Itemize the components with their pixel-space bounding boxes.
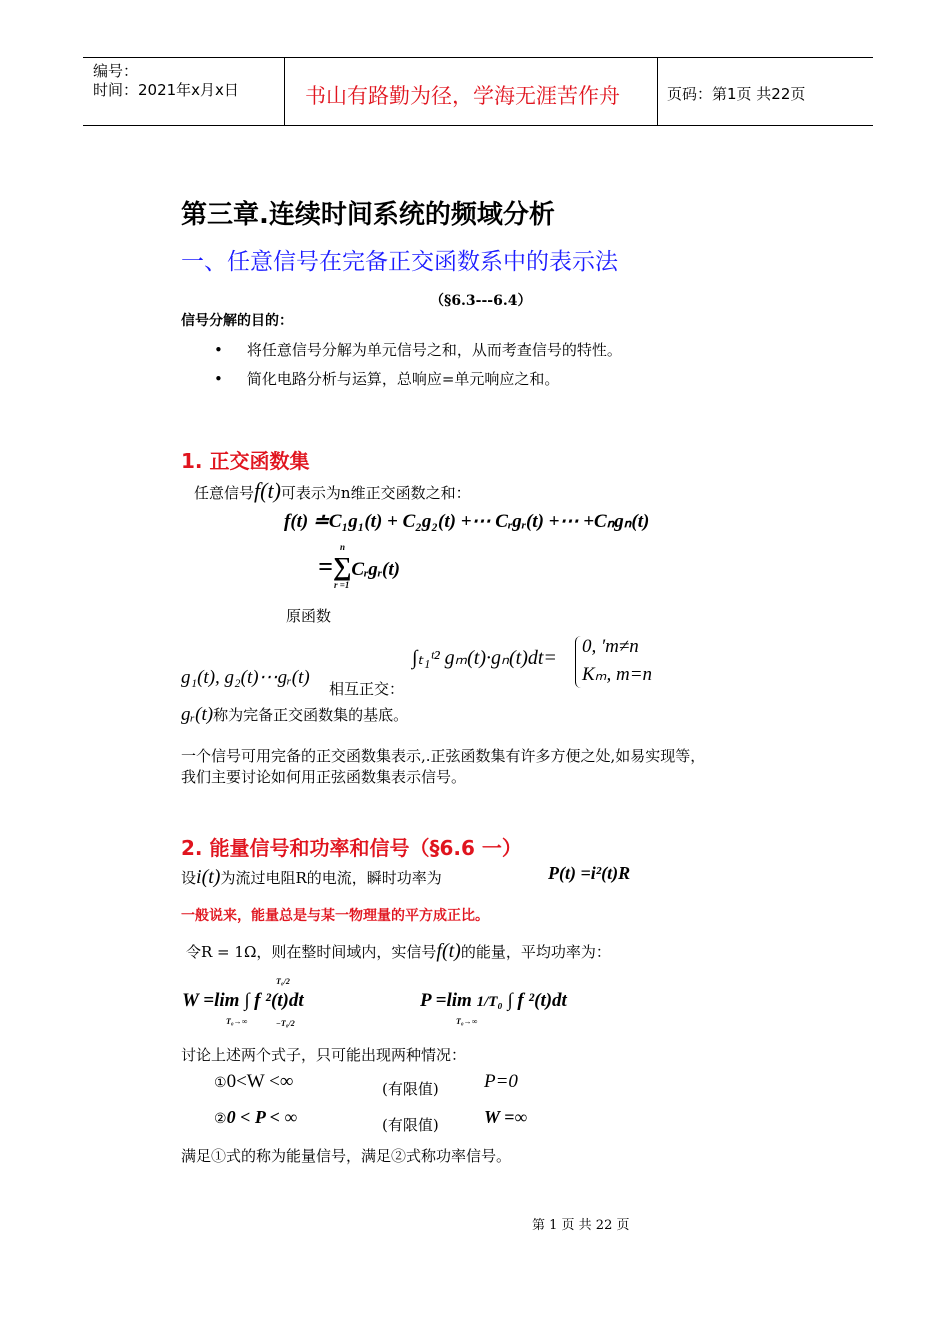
basis-line <box>181 704 408 726</box>
text: 任意信号 <box>194 484 255 502</box>
limit-subscript: T₀→∞ <box>226 1017 248 1026</box>
power-equation: P(t) =i²(t)R <box>548 863 631 883</box>
text: 令R = 1Ω，则在整时间域内，实信号 <box>186 943 437 961</box>
section-ref: （§6.3---6.4） <box>430 293 532 309</box>
sum-lower: r =1 <box>334 580 350 590</box>
math: gᵣ(t) <box>181 704 214 725</box>
case-number: ② <box>214 1111 227 1127</box>
text: 为流过电阻R的电流，瞬时功率为 <box>220 869 442 887</box>
number-label: 编号： <box>93 62 139 80</box>
paragraph-line: 一个信号可用完备的正交函数集表示,.正弦函数集有许多方便之处,如易实现等， <box>181 747 706 765</box>
bullet-item <box>214 368 559 389</box>
case-number: ① <box>214 1075 227 1091</box>
energy-line <box>186 940 611 963</box>
date-label: 时间：2021年x月x日 <box>93 81 239 99</box>
subsection-title: 2. 能量信号和功率和信号（§6.6 一） <box>181 836 522 860</box>
chapter-title: 第三章.连续时间系统的频域分析 <box>181 200 555 230</box>
orthogonality-integral: ∫ₜ₁ᵗ² gₘ(t)·gₙ(t)dt= <box>412 647 557 669</box>
purpose-label: 信号分解的目的： <box>181 313 293 329</box>
power-average-equation <box>420 990 567 1012</box>
case-row <box>214 1071 293 1093</box>
text: 的能量，平均功率为： <box>460 943 611 961</box>
math: W =lim <box>182 990 240 1011</box>
case-note: (有限值) <box>382 1080 439 1098</box>
discussion: 讨论上述两个式子，只可能出现两种情况： <box>181 1046 467 1064</box>
section-title: 一、任意信号在完备正交函数系中的表示法 <box>181 249 618 275</box>
fraction: 1/T₀ <box>476 994 503 1010</box>
math: f(t) <box>436 940 461 962</box>
bullet-item <box>214 339 622 360</box>
case-unequal: 0, ′m≠n <box>582 636 639 657</box>
limit-subscript: T₀→∞ <box>456 1017 478 1026</box>
math: f(t) <box>254 478 281 503</box>
math: P =lim <box>420 990 472 1011</box>
condition: 0 < P < ∞ <box>226 1107 298 1127</box>
current-line <box>181 866 442 889</box>
bullet-icon: • <box>214 341 223 359</box>
case-row <box>214 1107 297 1128</box>
bullet-icon: • <box>214 370 223 388</box>
divider <box>284 58 285 125</box>
text: 称为完备正交函数集的基底。 <box>213 706 409 724</box>
math: Cᵣgᵣ(t) <box>351 559 400 580</box>
page-info: 页码：第1页 共22页 <box>667 85 806 103</box>
mutual-label: 相互正交： <box>329 680 405 698</box>
red-note: 一般说来，能量总是与某一物理量的平方成正比。 <box>181 908 489 924</box>
math: ∫ f ²(t)dt <box>244 990 304 1011</box>
case-result: W =∞ <box>484 1107 528 1127</box>
conclusion: 满足①式的称为能量信号，满足②式称功率信号。 <box>181 1147 512 1165</box>
header-table <box>83 57 873 126</box>
text: 可表示为n维正交函数之和： <box>280 484 471 502</box>
text: 设 <box>181 869 197 887</box>
original-function-label: 原函数 <box>286 607 332 625</box>
subsection-title: 1. 正交函数集 <box>181 449 310 473</box>
motto: 书山有路勤为径，学海无涯苦作舟 <box>305 84 620 108</box>
divider <box>657 58 658 125</box>
math: i(t) <box>196 866 221 888</box>
math: ∫ f ²(t)dt <box>507 990 567 1011</box>
integral-lower: −T₀/2 <box>276 1019 295 1028</box>
brace <box>575 636 582 688</box>
case-note: (有限值) <box>382 1116 439 1134</box>
case-equal: Kₘ, m=n <box>582 664 653 685</box>
condition: 0<W <∞ <box>226 1071 294 1092</box>
sum-symbol: =∑ <box>318 552 352 581</box>
energy-equation <box>182 990 304 1012</box>
page-footer: 第 1 页 共 22 页 <box>532 1218 630 1233</box>
paragraph-line: 我们主要讨论如何用正弦函数集表示信号。 <box>181 768 467 786</box>
bullet-text: 将任意信号分解为单元信号之和，从而考查信号的特性。 <box>246 341 622 359</box>
intro-line <box>194 478 471 504</box>
bullet-text: 简化电路分析与运算，总响应=单元响应之和。 <box>246 370 560 388</box>
equation-sum <box>318 552 400 582</box>
g-list: g₁(t), g₂(t)⋯gᵣ(t) <box>181 667 310 688</box>
sum-upper: n <box>340 542 346 552</box>
equation-expansion: f(t) ≐C₁g₁(t) + C₂g₂(t) +⋯ Cᵣgᵣ(t) +⋯ +Cₙgₙ(t) <box>284 511 650 532</box>
case-result: P=0 <box>484 1071 518 1092</box>
integral-upper: T₀/2 <box>276 977 290 986</box>
